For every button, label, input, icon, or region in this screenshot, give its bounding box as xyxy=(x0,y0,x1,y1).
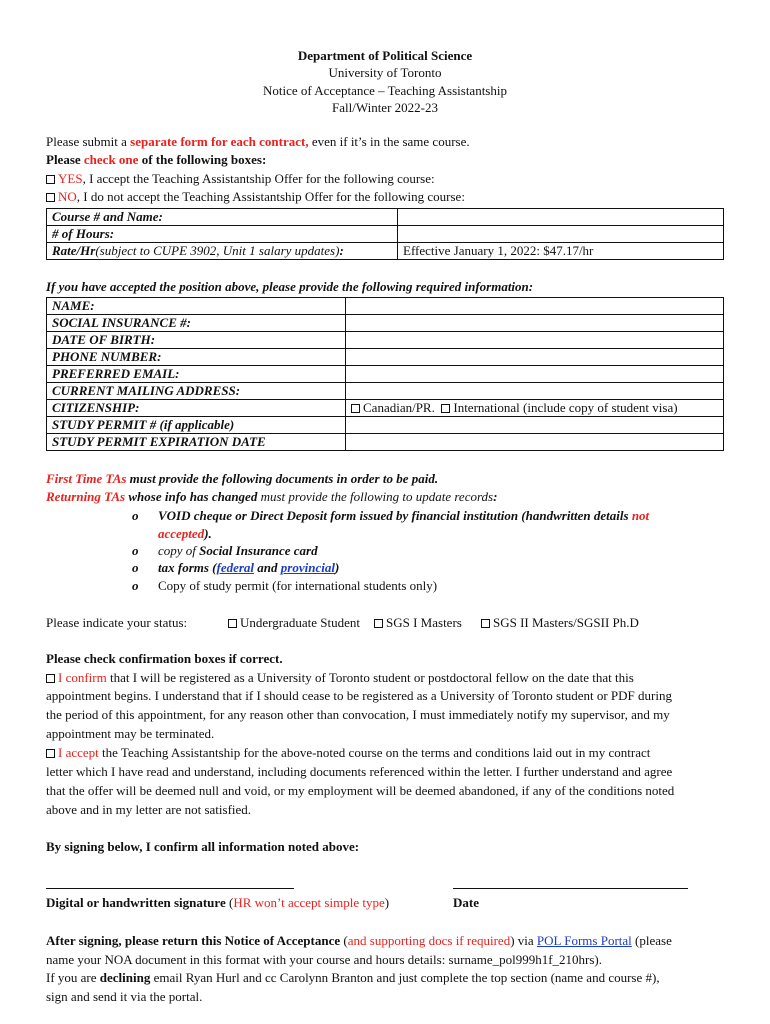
field-permit-label: STUDY PERMIT # (if applicable) xyxy=(47,417,346,434)
bullet-1: o xyxy=(132,508,139,523)
confirm-1-line-4: appointment may be terminated. xyxy=(46,726,215,741)
field-permit-exp-label: STUDY PERMIT EXPIRATION DATE xyxy=(47,434,346,451)
field-sin-value[interactable] xyxy=(346,315,724,332)
bullet-2: o xyxy=(132,543,139,558)
rate-value: Effective January 1, 2022: $47.17/hr xyxy=(398,243,724,260)
no-checkbox[interactable] xyxy=(46,193,55,202)
footer-line-1: After signing, please return this Notice of Acceptance (and supporting docs if required) via POL Forms Portal (please xyxy=(46,933,672,948)
sgs2-checkbox[interactable] xyxy=(481,619,490,628)
confirm-2-line-1: I accept the Teaching Assistantship for the above-noted course on the terms and conditions laid out in my contract xyxy=(46,745,650,761)
hours-value[interactable] xyxy=(398,226,724,243)
field-sin-label: SOCIAL INSURANCE #: xyxy=(47,315,346,332)
doc-item-void-cheque-cont: accepted). xyxy=(158,526,212,541)
department-title: Department of Political Science xyxy=(297,48,473,63)
info-heading: If you have accepted the position above, please provide the following required information: xyxy=(46,279,534,294)
status-sgs2: SGS II Masters/SGSII Ph.D xyxy=(481,615,639,631)
field-citizenship-value: Canadian/PR. International (include copy of student visa) xyxy=(346,400,724,417)
course-table xyxy=(46,208,724,260)
pol-forms-portal-link[interactable]: POL Forms Portal xyxy=(536,933,632,948)
confirm-2-line-2: letter which I have read and understand, including documents referenced within the letter. I further understand and agree xyxy=(46,764,673,779)
status-sgs1: SGS I Masters xyxy=(374,615,462,631)
field-address-label: CURRENT MAILING ADDRESS: xyxy=(47,383,346,400)
footer-line-2: name your NOA document in this format with your course and hours details: surname_pol999h1f_210hrs). xyxy=(46,952,603,967)
notice-title: Notice of Acceptance – Teaching Assistantship xyxy=(263,83,507,98)
doc-item-sin: copy of Social Insurance card xyxy=(158,543,318,558)
canadian-checkbox[interactable] xyxy=(351,404,360,413)
submit-instruction: Please submit a separate form for each contract, even if it’s in the same course. xyxy=(46,134,470,149)
signature-heading: By signing below, I confirm all information noted above: xyxy=(46,839,360,854)
date-line[interactable] xyxy=(453,888,688,889)
field-address-value[interactable] xyxy=(346,383,724,400)
signature-line[interactable] xyxy=(46,888,294,889)
field-phone-label: PHONE NUMBER: xyxy=(47,349,346,366)
field-permit-value[interactable] xyxy=(346,417,724,434)
footer-line-3: If you are declining email Ryan Hurl and cc Carolynn Branton and just complete the top section (name and course #), xyxy=(46,970,660,985)
yes-option: YES, I accept the Teaching Assistantship Offer for the following course: xyxy=(46,171,435,187)
returning-line: Returning TAs whose info has changed must provide the following to update records: xyxy=(46,489,498,504)
field-email-label: PREFERRED EMAIL: xyxy=(47,366,346,383)
first-time-line: First Time TAs must provide the following documents in order to be paid. xyxy=(46,471,439,486)
status-undergrad: Undergraduate Student xyxy=(228,615,360,631)
yes-checkbox[interactable] xyxy=(46,175,55,184)
bullet-3: o xyxy=(132,560,139,575)
confirm-registration-checkbox[interactable] xyxy=(46,674,55,683)
confirm-2-line-4: above and in my letter are not satisfied. xyxy=(46,802,252,817)
provincial-link[interactable]: provincial xyxy=(280,560,335,575)
status-label: Please indicate your status: xyxy=(46,615,188,630)
confirm-1-line-3: the period of this appointment, for any reason other than convocation, I must immediately notify my supervisor, and my xyxy=(46,707,670,722)
course-label: Course # and Name: xyxy=(47,209,398,226)
bullet-4: o xyxy=(132,578,139,593)
university-name: University of Toronto xyxy=(328,65,442,80)
undergrad-checkbox[interactable] xyxy=(228,619,237,628)
accept-terms-checkbox[interactable] xyxy=(46,749,55,758)
field-citizenship-label: CITIZENSHIP: xyxy=(47,400,346,417)
term-label: Fall/Winter 2022-23 xyxy=(332,100,438,115)
confirm-1-line-1: I confirm that I will be registered as a University of Toronto student or postdoctoral fellow on the date that this xyxy=(46,670,634,686)
field-dob-label: DATE OF BIRTH: xyxy=(47,332,346,349)
sgs1-checkbox[interactable] xyxy=(374,619,383,628)
footer-line-4: sign and send it via the portal. xyxy=(46,989,203,1004)
doc-item-study-permit: Copy of study permit (for international students only) xyxy=(158,578,438,593)
field-name-value[interactable] xyxy=(346,298,724,315)
confirm-heading: Please check confirmation boxes if correct. xyxy=(46,651,283,666)
rate-label: Rate/Hr(subject to CUPE 3902, Unit 1 salary updates): xyxy=(47,243,398,260)
field-dob-value[interactable] xyxy=(346,332,724,349)
hours-label: # of Hours: xyxy=(47,226,398,243)
signature-label: Digital or handwritten signature (HR won’t accept simple type) xyxy=(46,895,390,910)
doc-item-void-cheque: VOID cheque or Direct Deposit form issued by financial institution (handwritten details not xyxy=(158,508,650,523)
course-value[interactable] xyxy=(398,209,724,226)
confirm-1-line-2: appointment begins. I understand that if I should cease to be registered as a University of Toronto student or PDF during xyxy=(46,688,672,703)
field-name-label: NAME: xyxy=(47,298,346,315)
field-phone-value[interactable] xyxy=(346,349,724,366)
date-label: Date xyxy=(453,895,479,910)
no-option: NO, I do not accept the Teaching Assistantship Offer for the following course: xyxy=(46,189,465,205)
federal-link[interactable]: federal xyxy=(216,560,255,575)
doc-item-tax-forms: tax forms (federal and provincial) xyxy=(158,560,340,575)
international-checkbox[interactable] xyxy=(441,404,450,413)
field-permit-exp-value[interactable] xyxy=(346,434,724,451)
info-table xyxy=(46,297,724,451)
field-email-value[interactable] xyxy=(346,366,724,383)
check-instruction: Please check one of the following boxes: xyxy=(46,152,267,167)
confirm-2-line-3: that the offer will be deemed null and void, or my employment will be deemed abandoned, if any of the conditions noted xyxy=(46,783,675,798)
